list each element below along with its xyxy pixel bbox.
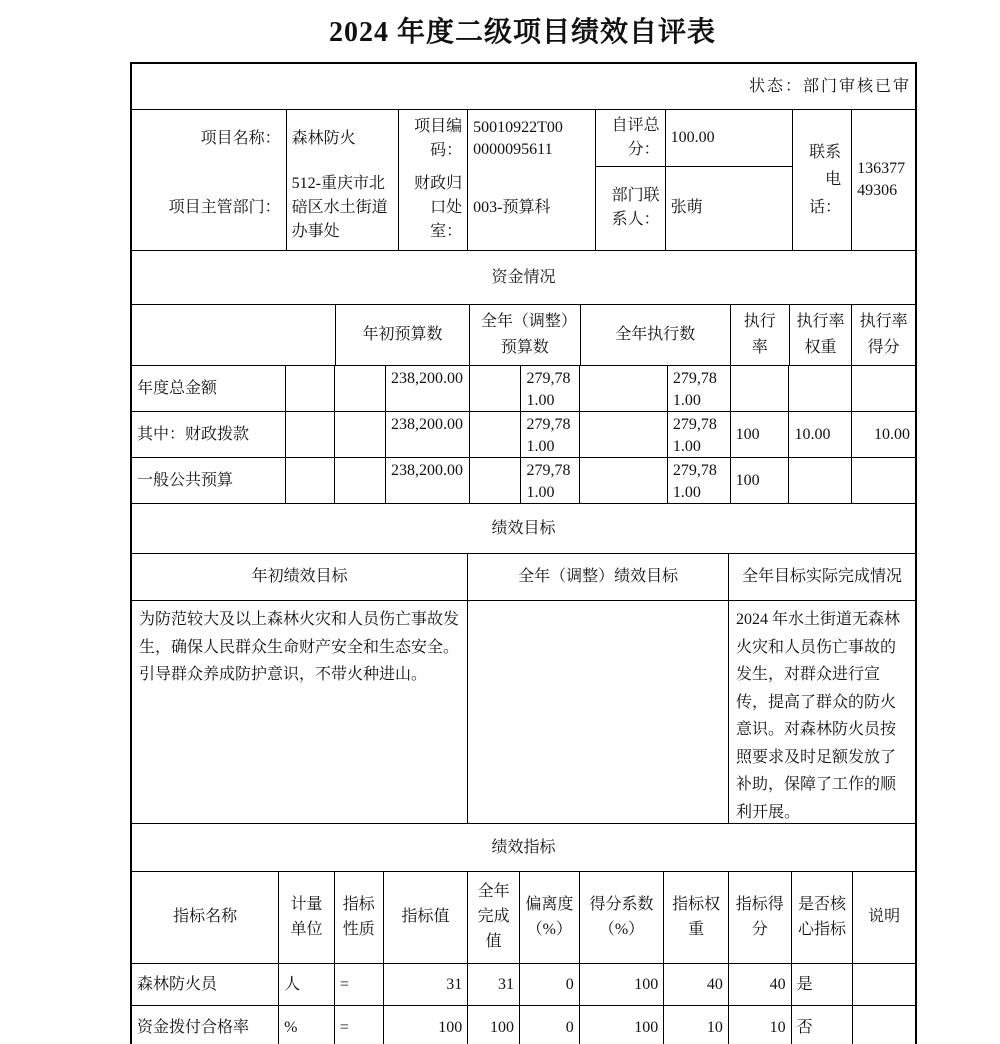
info-labels-col2 (399, 110, 468, 250)
info-labels-col3 (596, 110, 666, 250)
indicator-header-completed: 全年完成值 (468, 872, 520, 963)
goals-section-title: 绩效目标 (491, 519, 556, 537)
rate-weight-value: 10.00 (789, 412, 852, 457)
indicator-coefficient: 100 (580, 964, 665, 1005)
funding-row-label: 年度总金额 (132, 366, 286, 411)
empty-cell (286, 458, 335, 503)
indicator-target: 31 (384, 964, 469, 1005)
initial-budget-value: 238,200.00 (386, 366, 470, 411)
executed-value: 279,781.00 (668, 366, 731, 411)
info-values-col2 (468, 110, 596, 250)
indicator-header-coefficient: 得分系数（%） (580, 872, 665, 963)
funding-corner-cell (132, 305, 336, 365)
initial-budget-value: 238,200.00 (386, 412, 470, 457)
empty-cell (286, 412, 335, 457)
finance-office-label: 财政归口处室： (414, 175, 463, 240)
funding-row-public-budget (132, 457, 915, 503)
indicator-nature: = (335, 964, 384, 1005)
funding-header-rate-score: 执行率得分 (859, 313, 908, 356)
indicator-row (132, 963, 915, 1005)
indicator-core-flag: 否 (792, 1006, 854, 1044)
empty-cell (580, 366, 668, 411)
indicator-header-note: 说明 (868, 908, 901, 926)
indicator-completed: 31 (468, 964, 520, 1005)
phone-label: 联系电话： (809, 144, 842, 216)
indicator-header-name: 指标名称 (132, 872, 279, 963)
empty-cell (335, 366, 386, 411)
rate-score-value: 10.00 (873, 425, 910, 443)
executed-value: 279,781.00 (668, 458, 731, 503)
project-code-label: 项目编码： (414, 117, 463, 159)
goals-header-initial: 年初绩效目标 (132, 554, 468, 600)
empty-cell (580, 458, 668, 503)
indicator-note (853, 1006, 915, 1044)
contact-value: 张萌 (670, 199, 703, 216)
indicator-header-score: 指标得分 (729, 872, 792, 963)
phone-value: 13637749306 (857, 160, 906, 199)
indicator-deviation: 0 (520, 1006, 580, 1044)
actual-completion-text: 2024 年水土街道无森林火灾和人员伤亡事故的发生，对群众进行宣传，提高了群众的防火意识。对森林防火员按照要求及时足额发放了补助，保障了工作的顺利开展。 (735, 611, 900, 821)
indicators-section-title: 绩效指标 (491, 838, 556, 856)
indicator-header-core: 是否核心指标 (792, 872, 854, 963)
adjusted-budget-value: 279,781.00 (521, 458, 580, 503)
rate-score-value (852, 366, 915, 411)
indicators-section-row (132, 823, 915, 871)
empty-cell (580, 412, 668, 457)
funding-row-total (132, 365, 915, 411)
rate-value: 100 (731, 412, 790, 457)
indicator-completed: 100 (468, 1006, 520, 1044)
adjusted-budget-value: 279,781.00 (521, 412, 580, 457)
initial-budget-value: 238,200.00 (386, 458, 470, 503)
indicator-core-flag: 是 (792, 964, 854, 1005)
empty-cell (470, 412, 522, 457)
finance-office-value: 003-预算科 (473, 199, 551, 216)
adjusted-goal-text (468, 601, 729, 823)
goals-header-actual: 全年目标实际完成情况 (741, 568, 902, 586)
indicator-header-weight: 指标权重 (664, 872, 729, 963)
rate-value: 100 (731, 458, 790, 503)
indicator-note (853, 964, 915, 1005)
project-name-label: 项目名称： (200, 129, 281, 147)
indicator-row (132, 1005, 915, 1044)
indicator-score: 10 (729, 1006, 792, 1044)
rate-value (731, 366, 790, 411)
indicator-header-deviation: 偏离度（%） (520, 872, 580, 963)
initial-goal-text: 为防范较大及以上森林火灾和人员伤亡事故发生，确保人民群众生命财产安全和生态安全。引导群众养成防护意识，不带火种进山。 (132, 601, 468, 823)
rate-score-value (852, 458, 915, 503)
goals-header-adjusted: 全年（调整）绩效目标 (468, 554, 729, 600)
project-dept-label: 项目主管部门： (168, 199, 281, 216)
evaluation-form (130, 62, 917, 1044)
funding-header-row (132, 304, 915, 365)
project-dept-value: 512-重庆市北碚区水土街道办事处 (291, 175, 388, 240)
adjusted-budget-value: 279,781.00 (521, 366, 580, 411)
indicator-header-nature: 指标性质 (335, 872, 384, 963)
funding-header-adjusted: 全年（调整）预算数 (470, 305, 580, 365)
indicator-name: 资金拨付合格率 (132, 1006, 279, 1044)
project-info-row (132, 109, 915, 250)
project-code-value: 50010922T000000095611 (473, 118, 563, 158)
indicator-unit: % (279, 1006, 335, 1044)
empty-cell (286, 366, 335, 411)
goals-body-row (132, 600, 915, 823)
phone-value-col (852, 110, 915, 250)
indicator-weight: 40 (664, 964, 729, 1005)
indicators-header-row (132, 871, 915, 963)
empty-cell (335, 412, 386, 457)
info-labels-col1 (132, 110, 287, 250)
phone-label-col (793, 110, 852, 250)
funding-row-fiscal (132, 411, 915, 457)
status-badge: 部门审核已审 (802, 77, 911, 95)
empty-cell (335, 458, 386, 503)
status-row (132, 64, 915, 109)
info-values-col1 (287, 110, 400, 250)
info-values-col3 (666, 110, 794, 250)
self-score-label: 自评总分： (596, 110, 665, 167)
funding-header-rate: 执行率 (731, 305, 790, 365)
page-title: 2024 年度二级项目绩效自评表 (328, 17, 716, 48)
funding-header-executed: 全年执行数 (581, 305, 731, 365)
funding-header-initial: 年初预算数 (336, 305, 470, 365)
indicator-name: 森林防火员 (132, 964, 279, 1005)
indicator-target: 100 (384, 1006, 469, 1044)
indicator-header-target: 指标值 (384, 872, 469, 963)
indicator-score: 40 (729, 964, 792, 1005)
self-score-value: 100.00 (666, 110, 793, 167)
executed-value: 279,781.00 (668, 412, 731, 457)
indicator-weight: 10 (664, 1006, 729, 1044)
indicator-header-unit: 计量单位 (279, 872, 335, 963)
indicator-deviation: 0 (520, 964, 580, 1005)
indicator-coefficient: 100 (580, 1006, 665, 1044)
indicator-unit: 人 (279, 964, 335, 1005)
goals-section-row (132, 503, 915, 553)
rate-weight-value (789, 366, 852, 411)
goals-header-row (132, 553, 915, 600)
contact-label: 部门联系人： (611, 187, 660, 228)
rate-weight-value (789, 458, 852, 503)
empty-cell (470, 458, 522, 503)
funding-row-label: 其中：财政拨款 (132, 412, 286, 457)
empty-cell (470, 366, 522, 411)
project-name-value: 森林防火 (291, 129, 356, 147)
funding-header-rate-weight: 执行率权重 (790, 305, 853, 365)
status-text (132, 64, 915, 109)
funding-section-row (132, 250, 915, 304)
funding-section-title: 资金情况 (491, 268, 556, 286)
status-label: 状态： (748, 77, 803, 95)
indicator-nature: = (335, 1006, 384, 1044)
funding-row-label: 一般公共预算 (132, 458, 286, 503)
